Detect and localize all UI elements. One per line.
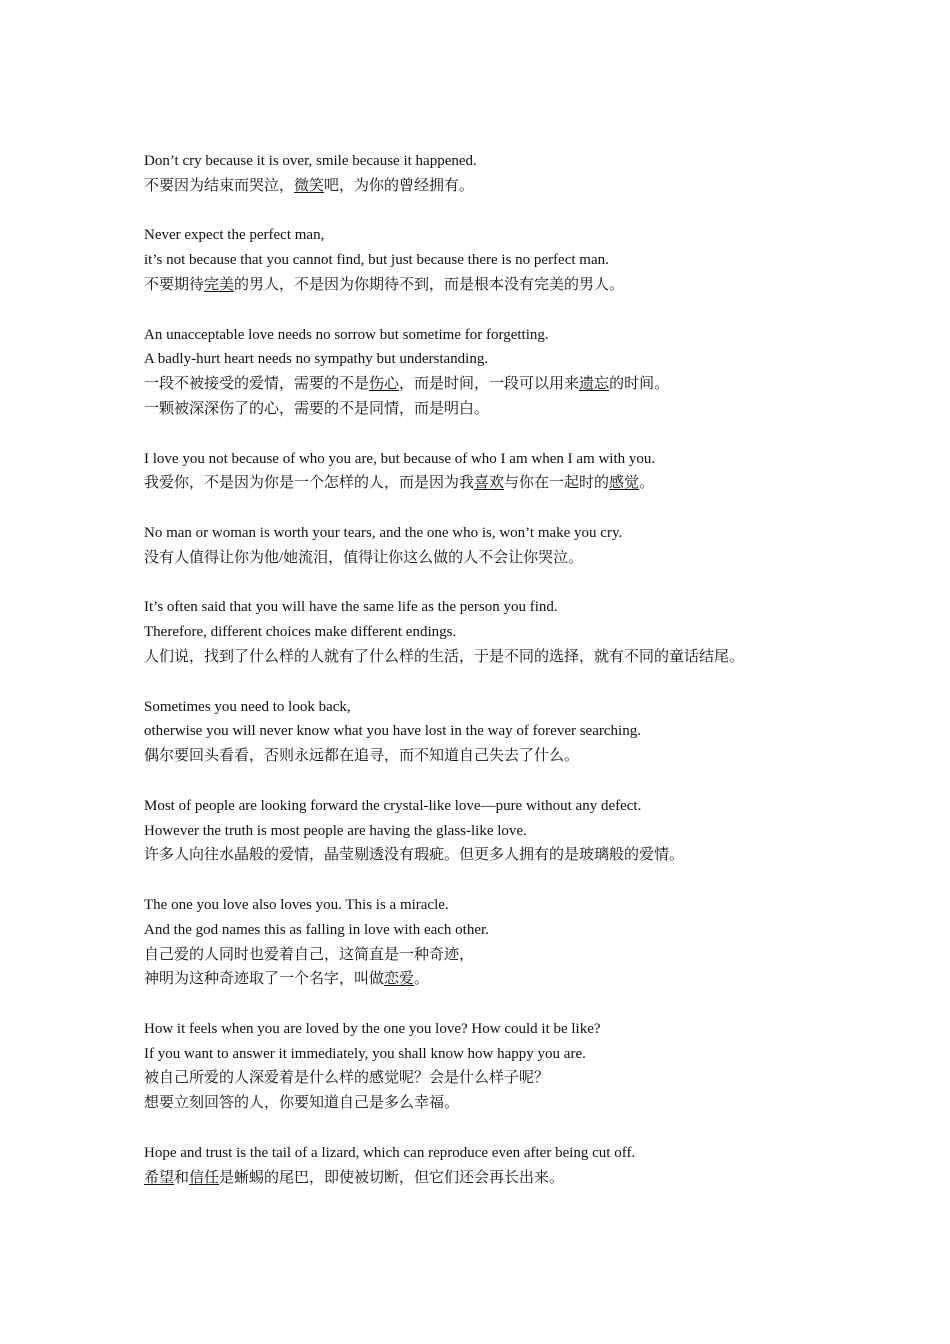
text-line bbox=[144, 248, 924, 273]
document-body bbox=[144, 149, 924, 1215]
text-line bbox=[144, 372, 924, 397]
text-line bbox=[144, 843, 924, 868]
underlined-word: 恋爱 bbox=[384, 971, 415, 988]
text-line bbox=[144, 719, 924, 744]
underlined-word: 遗忘 bbox=[579, 376, 610, 393]
text-line bbox=[144, 1091, 924, 1116]
text-run: 与你在一起时的 bbox=[504, 475, 610, 492]
underlined-word: 感觉 bbox=[609, 475, 640, 492]
text-line bbox=[144, 397, 924, 422]
paragraph bbox=[144, 521, 924, 571]
text-run: 想要立刻回答的人，你要知道自己是多么幸福。 bbox=[144, 1095, 460, 1112]
text-run: 没有人值得让你为他/她流泪，值得让你这么做的人不会让你哭泣。 bbox=[144, 549, 584, 566]
text-run: 。 bbox=[639, 475, 655, 492]
underlined-word: 信任 bbox=[189, 1169, 220, 1186]
text-line bbox=[144, 546, 924, 571]
text-run: 一颗被深深伤了的心，需要的不是同情，而是明白。 bbox=[144, 400, 490, 417]
text-run: Most of people are looking forward the crystal-like love—pure without any defect. bbox=[144, 797, 642, 814]
paragraph bbox=[144, 1017, 924, 1116]
text-line bbox=[144, 1066, 924, 1091]
text-line bbox=[144, 174, 924, 199]
text-line bbox=[144, 645, 924, 670]
underlined-word: 微笑 bbox=[294, 177, 325, 194]
underlined-word: 伤心 bbox=[369, 376, 400, 393]
underlined-word: 希望 bbox=[144, 1169, 175, 1186]
text-run: it’s not because that you cannot find, but just because there is no perfect man. bbox=[144, 252, 609, 269]
text-run: An unacceptable love needs no sorrow but sometime for forgetting. bbox=[144, 326, 549, 343]
text-line bbox=[144, 967, 924, 992]
text-line bbox=[144, 620, 924, 645]
text-run: How it feels when you are loved by the one you love? How could it be like? bbox=[144, 1020, 601, 1037]
underlined-word: 完美 bbox=[204, 276, 235, 293]
text-run: 的男人，不是因为你期待不到，而是根本没有完美的男人。 bbox=[234, 276, 625, 293]
text-run: 。 bbox=[414, 971, 430, 988]
paragraph bbox=[144, 893, 924, 992]
text-run: 吧，为你的曾经拥有。 bbox=[324, 177, 475, 194]
paragraph bbox=[144, 447, 924, 497]
text-run: If you want to answer it immediately, you shall know how happy you are. bbox=[144, 1045, 586, 1062]
paragraph bbox=[144, 149, 924, 199]
paragraph bbox=[144, 794, 924, 868]
text-line bbox=[144, 323, 924, 348]
text-run: Hope and trust is the tail of a lizard, which can reproduce even after being cut off. bbox=[144, 1144, 636, 1161]
text-run: A badly-hurt heart needs no sympathy but understanding. bbox=[144, 351, 489, 368]
text-line bbox=[144, 447, 924, 472]
underlined-word: 喜欢 bbox=[474, 475, 505, 492]
text-run: 不要因为结束而哭泣， bbox=[144, 177, 295, 194]
text-line bbox=[144, 521, 924, 546]
text-line bbox=[144, 1141, 924, 1166]
text-run: 和 bbox=[174, 1169, 190, 1186]
text-line bbox=[144, 744, 924, 769]
text-run: 许多人向往水晶般的爱情，晶莹剔透没有瑕疵。但更多人拥有的是玻璃般的爱情。 bbox=[144, 847, 685, 864]
text-run: I love you not because of who you are, but because of who I am when I am with you. bbox=[144, 450, 656, 467]
paragraph bbox=[144, 595, 924, 669]
text-run: No man or woman is worth your tears, and the one who is, won’t make you cry. bbox=[144, 524, 623, 541]
text-run: 神明为这种奇迹取了一个名字，叫做 bbox=[144, 971, 385, 988]
text-line bbox=[144, 1166, 924, 1191]
text-run: And the god names this as falling in love with each other. bbox=[144, 921, 489, 938]
text-line bbox=[144, 595, 924, 620]
text-line bbox=[144, 1017, 924, 1042]
text-line bbox=[144, 918, 924, 943]
paragraph bbox=[144, 695, 924, 769]
text-line bbox=[144, 893, 924, 918]
text-line bbox=[144, 794, 924, 819]
text-line bbox=[144, 1042, 924, 1067]
text-run: ，而是时间，一段可以用来 bbox=[399, 376, 580, 393]
text-line bbox=[144, 943, 924, 968]
text-line bbox=[144, 819, 924, 844]
text-run: 不要期待 bbox=[144, 276, 205, 293]
text-run: 是蜥蜴的尾巴，即使被切断，但它们还会再长出来。 bbox=[219, 1169, 565, 1186]
text-run: 自己爱的人同时也爱着自己，这简直是一种奇迹， bbox=[144, 946, 475, 963]
text-line bbox=[144, 471, 924, 496]
text-run: 被自己所爱的人深爱着是什么样的感觉呢？会是什么样子呢？ bbox=[144, 1070, 550, 1087]
text-run: 人们说，找到了什么样的人就有了什么样的生活，于是不同的选择，就有不同的童话结尾。 bbox=[144, 648, 745, 665]
text-run: otherwise you will never know what you have lost in the way of forever searching. bbox=[144, 723, 641, 740]
text-line bbox=[144, 223, 924, 248]
text-run: Don’t cry because it is over, smile because it happened. bbox=[144, 153, 477, 169]
text-run: Therefore, different choices make different endings. bbox=[144, 624, 457, 641]
text-run: The one you love also loves you. This is a miracle. bbox=[144, 896, 449, 913]
text-run: It’s often said that you will have the same life as the person you find. bbox=[144, 599, 558, 616]
text-run: However the truth is most people are having the glass-like love. bbox=[144, 822, 527, 839]
text-line bbox=[144, 347, 924, 372]
paragraph bbox=[144, 323, 924, 422]
text-run: 一段不被接受的爱情，需要的不是 bbox=[144, 376, 370, 393]
text-line bbox=[144, 695, 924, 720]
text-run: 的时间。 bbox=[609, 376, 670, 393]
text-run: Sometimes you need to look back, bbox=[144, 698, 351, 715]
text-run: 我爱你，不是因为你是一个怎样的人，而是因为我 bbox=[144, 475, 475, 492]
paragraph bbox=[144, 1141, 924, 1191]
text-line bbox=[144, 149, 924, 174]
text-run: Never expect the perfect man, bbox=[144, 227, 325, 244]
paragraph bbox=[144, 223, 924, 297]
text-run: 偶尔要回头看看，否则永远都在追寻，而不知道自己失去了什么。 bbox=[144, 748, 580, 765]
text-line bbox=[144, 273, 924, 298]
